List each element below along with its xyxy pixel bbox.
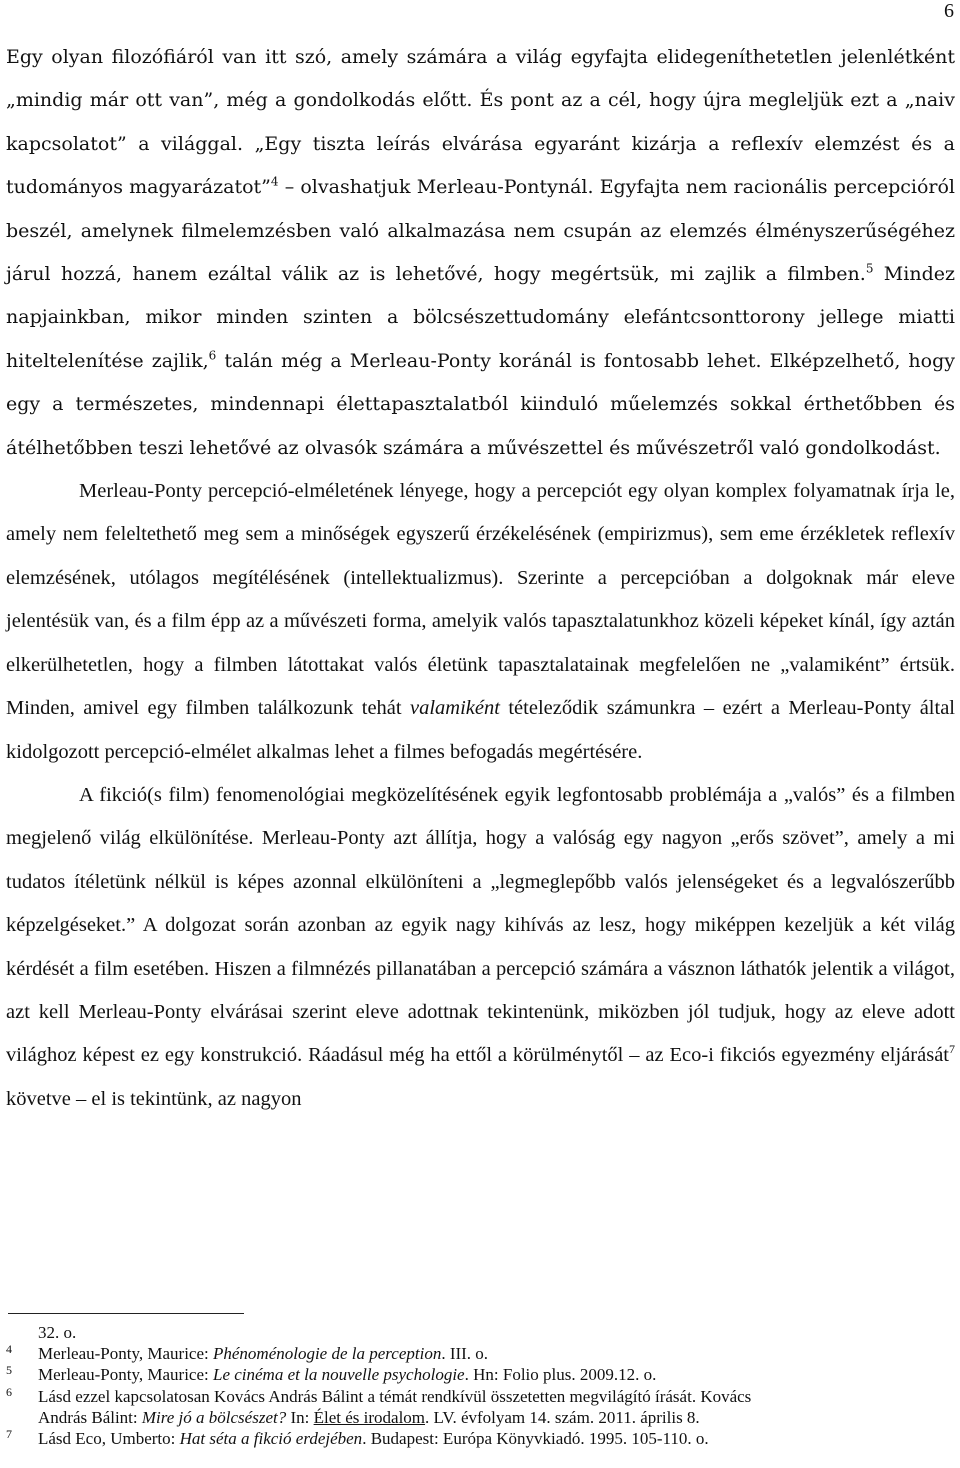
footnote-text: . Hn: Folio plus. 2009.12. o. [464, 1365, 657, 1385]
footnote-ref-6[interactable]: 6 [208, 348, 217, 363]
paragraph-text: A fikció(s film) fenomenológiai megközelítésének egyik legfontosabb problémája a „valós” és a filmben megjelenő világ elkülönítése. Merleau-Ponty azt állítja, hogy a valóság egy nagyon „erős szövet”, amely a mi tudatos ítéletünk nélkül is képes azonnal elkülöníteni a „legmeglepőbb valós jelenségeket és a legvalószerűbb képzelgéseket.” A dolgozat során azonban az egyik nagy kihívás az lesz, hogy miképpen kezeljük a két világ kérdését a film esetében. Hiszen a filmnézés pillanatában a percepció számára a vásznon láthatók jelentik a világot, azt kell Merleau-Ponty elvárásai szerint eleve adottnak tekintenünk, miközben jól tudjuk, hogy az eleve adott világhoz képest ez egy konstrukció. Ráadásul még ha ettől a körülménytől – az Eco-i fikciós egyezmény eljárását [6, 783, 955, 1067]
footnote-author: Lásd Eco, Umberto: [38, 1429, 180, 1449]
footnote-mark: 4 [6, 1342, 12, 1357]
footnote-ref-4[interactable]: 4 [270, 174, 279, 189]
footnote-5 [0, 1364, 950, 1385]
footnote-7 [0, 1428, 950, 1449]
footnote-text: . LV. évfolyam 14. szám. 2011. április 8. [425, 1407, 700, 1427]
footnote-text: In: [286, 1407, 314, 1427]
paragraph-text: Merleau-Ponty percepció-elméletének lényege, hogy a percepciót egy olyan komplex folyamatnak írja le, amely nem feleltethető meg sem a minőségek egyszerű érzékelésének (empirizmus), sem eme érzékletek reflexív elemzésének, utólagos megítélésének (intellektualizmus). Szerinte a percepcióban a dolgoknak már eleve jelentésük van, és a film épp az a művészeti forma, amelyik valós tapasztalatunkhoz közeli képeket kínál, így aztán elkerülhetetlen, hogy a filmben látottakat valós életünk tapasztalatainak megfelelően ne „valamiként” értsük. Minden, amivel egy filmben találkozunk tehát [6, 480, 955, 720]
footnote-mark: 7 [6, 1427, 12, 1442]
footnote-separator [8, 1313, 244, 1314]
footnote-ref-7[interactable]: 7 [949, 1042, 955, 1057]
paragraph-1 [6, 36, 955, 470]
footnote-mark: 5 [6, 1363, 12, 1378]
emphasized-word: valamiként [410, 697, 500, 720]
footnote-title: Hat séta a fikció erdejében [179, 1429, 363, 1449]
footnotes [0, 1322, 950, 1449]
paragraph-3 [6, 774, 955, 1121]
footnote-link[interactable]: Élet és irodalom [313, 1407, 426, 1427]
footnote-author: András Bálint: [38, 1407, 142, 1427]
footnote-title: Le cinéma et la nouvelle psychologie [212, 1365, 465, 1385]
footnote-text: 32. o. [38, 1323, 77, 1342]
paragraph-text: tételeződik számunkra – ezért a Merleau-Ponty által kidolgozott percepció-elmélet alkalmas lehet a filmes befogadás megértésére. [6, 697, 955, 763]
footnote-text: . Budapest: Európa Könyvkiadó. 1995. 105-110. o. [362, 1429, 709, 1449]
footnote-title: Phénoménologie de la perception [212, 1344, 442, 1364]
paragraph-text: – olvashatjuk Merleau-Pontynál. Egyfajta nem racionális percepcióról beszél, amelynek filmelemzésben való alkalmazása nem csupán az elemzés élményszerűségéhez járul hozzá, hanem ezáltal válik az is lehetővé, hogy megértsük, mi zajlik a filmben. [6, 176, 955, 286]
paragraph-text: Mindez napjainkban, mikor minden szinten a bölcsészettudomány elefántcsonttorony jellege miatti hiteltelenítése zajlik, [6, 263, 955, 372]
footnote-continuation [0, 1322, 950, 1343]
paragraph-text: követve – el is tekintünk, az nagyon [6, 1087, 302, 1110]
footnote-text: . III. o. [441, 1344, 489, 1364]
footnote-title: Mire jó a bölcsészet? [141, 1407, 287, 1427]
page-number: 6 [944, 0, 954, 22]
paragraph-2 [6, 470, 955, 774]
footnote-4 [0, 1343, 950, 1364]
footnote-ref-5[interactable]: 5 [865, 261, 874, 276]
body-text [6, 36, 955, 1121]
footnote-6 [0, 1386, 950, 1428]
footnote-mark: 6 [6, 1384, 12, 1399]
footnote-author: Merleau-Ponty, Maurice: [38, 1344, 213, 1364]
paragraph-text: Egy olyan filozófiáról van itt szó, amely számára a világ egyfajta elidegeníthetetlen jelenlétként „mindig már ott van”, még a gondolkodás előtt. És pont az a cél, hogy újra megleljük ezt a „naiv kapcsolatot” a világgal. „Egy tiszta leírás elvárása egyaránt kizárja a reflexív elemzést és a tudományos magyarázatot” [6, 46, 955, 199]
paragraph-text: talán még a Merleau-Ponty koránál is fontosabb lehet. Elképzelhető, hogy egy a természetes, mindennapi élettapasztalatból kiinduló műelemzés sokkal érthetőbben és átélhetőbben teszi lehetővé az olvasók számára a művészettel és művészetről való gondolkodást. [6, 349, 955, 459]
footnote-author: Merleau-Ponty, Maurice: [38, 1365, 213, 1385]
footnote-text: Lásd ezzel kapcsolatosan Kovács András Bálint a témát rendkívül összetetten megvilágító írását. Kovács [38, 1386, 752, 1406]
